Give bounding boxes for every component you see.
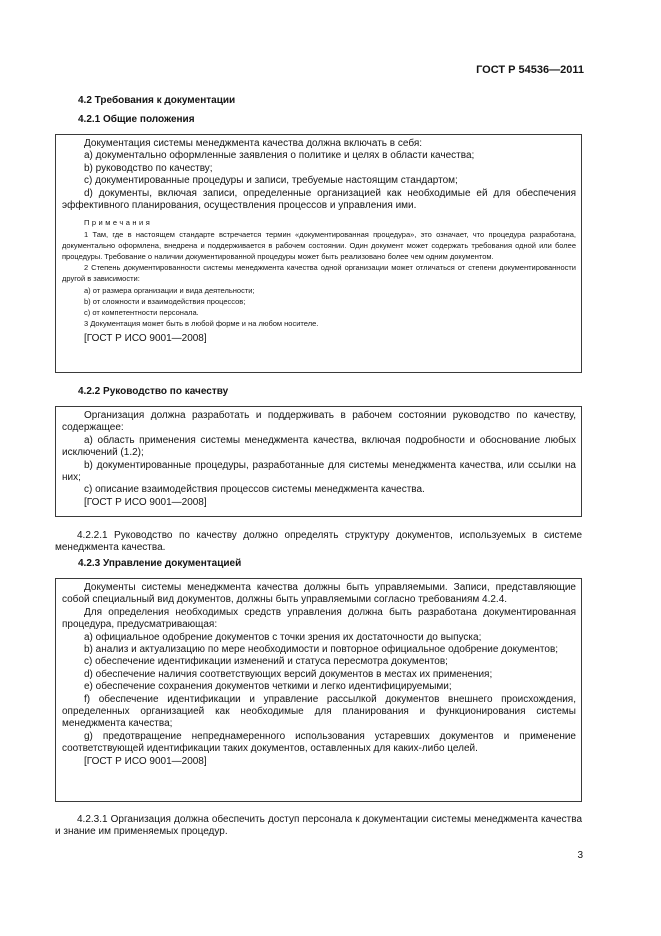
list-item: b) документированные процедуры, разработанные для системы менеджмента качества, или ссылки на них; — [62, 459, 576, 484]
notes-heading: Примечания — [84, 218, 153, 228]
note-1: 1 Там, где в настоящем стандарте встречается термин «документированная процедура», это означает, что процедура разработана, документально оформлена, внедрена и поддерживается в рабочем состоянии. Один документ может содержать требования одной или более процедуры. Требование о наличии документированной процедуры может быть реализовано более чем одним документом. — [62, 229, 576, 262]
source-reference: [ГОСТ Р ИСО 9001—2008] — [84, 333, 207, 345]
note-list-item: b) от сложности и взаимодействия процессов; — [84, 296, 246, 306]
paragraph-4-2-2-1: 4.2.2.1 Руководство по качеству должно определять структуру документов, используемых в системе менеджмента качества. — [55, 530, 582, 554]
box-intro: Организация должна разработать и поддерживать в рабочем состоянии руководство по качеству, содержащее: — [62, 410, 576, 434]
quote-box-quality-manual — [55, 406, 582, 517]
notes-block — [62, 217, 576, 329]
note-list-item: a) от размера организации и вида деятельности; — [84, 285, 255, 295]
source-reference: [ГОСТ Р ИСО 9001—2008] — [84, 496, 207, 508]
page-number: 3 — [577, 850, 583, 861]
list-item: a) документально оформленные заявления о политике и целях в области качества; — [84, 150, 475, 162]
section-4-2-2-heading: 4.2.2 Руководство по качеству — [78, 386, 229, 397]
quote-box-general — [55, 134, 582, 373]
box-intro: Документация системы менеджмента качества должна включать в себя: — [84, 138, 423, 149]
quote-box-document-control — [55, 578, 582, 802]
note-list-item: c) от компетентности персонала. — [84, 308, 199, 318]
box-paragraph: Документы системы менеджмента качества должны быть управляемыми. Записи, представляющие собой специальный вид документов, должны быть управляемыми согласно требованиям 4.2.4. — [62, 582, 576, 606]
source-reference: [ГОСТ Р ИСО 9001—2008] — [84, 755, 207, 767]
list-item: d) обеспечение наличия соответствующих версий документов в местах их применения; — [84, 668, 493, 680]
note-3: 3 Документация может быть в любой форме и на любом носителе. — [84, 319, 319, 329]
list-item: c) описание взаимодействия процессов системы менеджмента качества. — [84, 484, 425, 496]
paragraph-4-2-3-1: 4.2.3.1 Организация должна обеспечить доступ персонала к документации системы менеджмента качества и знание им применяемых процедур. — [55, 814, 582, 838]
section-4-2-1-heading: 4.2.1 Общие положения — [78, 114, 195, 125]
box-paragraph: Для определения необходимых средств управления должна быть разработана документированная процедура, предусматривающая: — [62, 606, 576, 631]
list-item: f) обеспечение идентификации и управление рассылкой документов внешнего происхождения, определенных организацией как необходимые для планирования и функционирования системы менеджмента качества; — [62, 693, 576, 730]
list-item: e) обеспечение сохранения документов четкими и легко идентифицируемыми; — [84, 681, 452, 693]
note-2: 2 Степень документированности системы менеджмента качества одной организации может отличаться от степени документированности другой в зависимости: — [62, 263, 576, 284]
list-item: c) обеспечение идентификации изменений и статуса пересмотра документов; — [84, 656, 448, 668]
section-4-2-3-heading: 4.2.3 Управление документацией — [78, 558, 242, 569]
list-item: b) анализ и актуализацию по мере необходимости и повторное официальное одобрение документов; — [84, 644, 559, 656]
section-4-2-heading: 4.2 Требования к документации — [78, 95, 236, 106]
list-item: a) официальное одобрение документов с точки зрения их достаточности до выпуска; — [84, 631, 482, 643]
list-item: c) документированные процедуры и записи, требуемые настоящим стандартом; — [84, 175, 458, 187]
list-item: d) документы, включая записи, определенные организацией как необходимые ей для обеспечения эффективного планирования, осуществления процессов и управления ими. — [62, 187, 576, 212]
list-item: g) предотвращение непреднамеренного использования устаревших документов и применение соответствующей идентификации таких документов, оставленных для каких-либо целей. — [62, 730, 576, 755]
list-item: b) руководство по качеству; — [84, 162, 213, 174]
document-code: ГОСТ Р 54536—2011 — [476, 64, 584, 76]
list-item: a) область применения системы менеджмента качества, включая подробности и обоснование любых исключений (1.2); — [62, 434, 576, 459]
